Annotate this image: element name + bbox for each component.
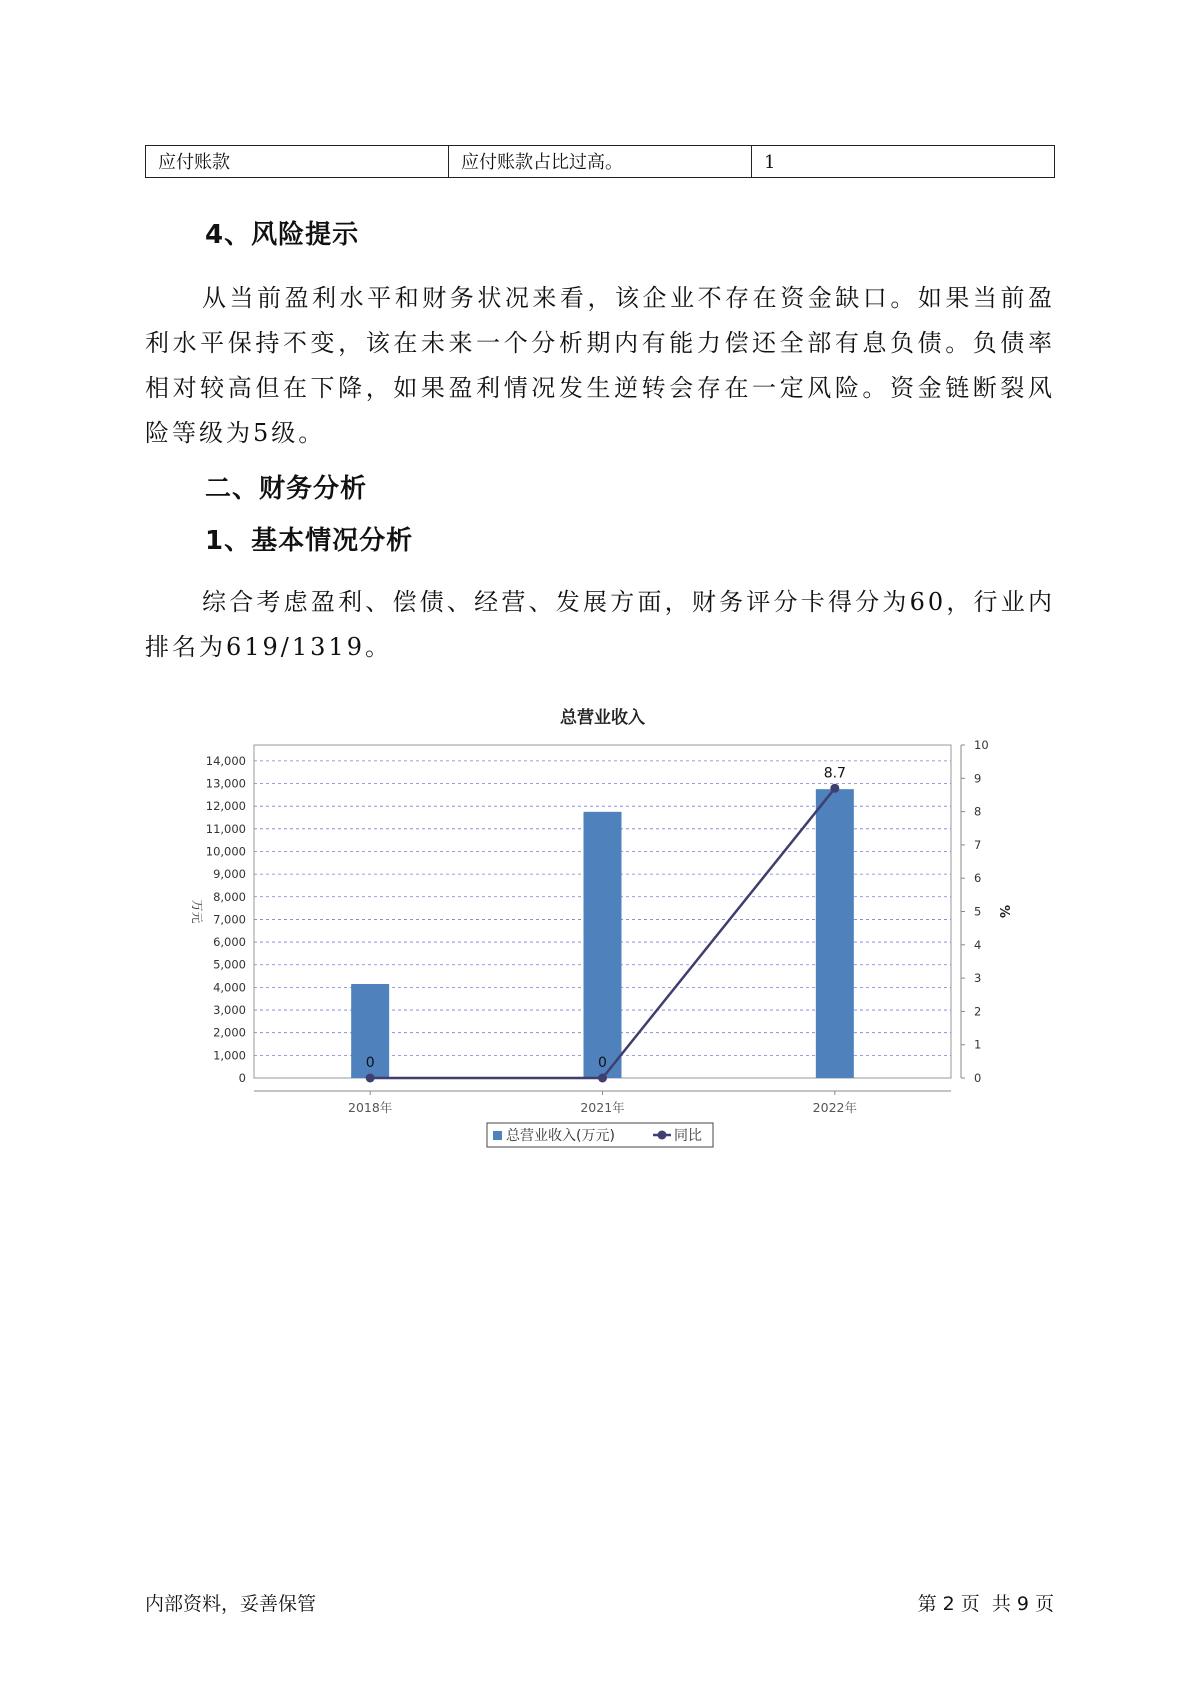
legend-bar-label: 总营业收入(万元) — [506, 1128, 615, 1144]
revenue-chart — [175, 695, 1015, 1155]
x-tick-label: 2022年 — [812, 1100, 857, 1115]
y-tick-label: 12,000 — [205, 799, 246, 814]
y-tick-label: 0 — [238, 1071, 246, 1085]
y-tick-label: 3,000 — [213, 1003, 246, 1018]
risk-heading: 4、风险提示 — [205, 220, 360, 250]
yoy-point — [830, 784, 839, 793]
y2-tick-label: 2 — [974, 1004, 982, 1019]
finance-heading: 二、财务分析 — [205, 474, 368, 504]
y-tick-label: 11,000 — [205, 821, 246, 836]
y2-tick-label: 5 — [974, 904, 982, 919]
y2-tick-label: 0 — [974, 1071, 982, 1085]
y2-tick-label: 9 — [974, 771, 982, 786]
y-tick-label: 10,000 — [205, 844, 246, 859]
y-axis-label: 万元 — [190, 899, 204, 924]
bar-2022年 — [816, 789, 854, 1078]
score-paragraph: 综合考虑盈利、偿债、经营、发展方面，财务评分卡得分为60，行业内排名为619/1319。 — [145, 588, 1055, 661]
yoy-point — [366, 1074, 375, 1083]
y-tick-label: 6,000 — [213, 935, 246, 950]
y-tick-label: 14,000 — [205, 753, 246, 768]
y2-tick-label: 6 — [974, 871, 982, 886]
y-tick-label: 8,000 — [213, 889, 246, 904]
yoy-data-label: 8.7 — [823, 765, 846, 782]
chart-title: 总营业收入 — [560, 708, 645, 728]
legend-line-marker — [658, 1131, 667, 1140]
y-tick-label: 4,000 — [213, 980, 246, 995]
y2-tick-label: 4 — [974, 937, 982, 952]
legend-bar-swatch — [493, 1131, 502, 1140]
legend-line-label: 同比 — [674, 1128, 702, 1144]
table-cell-description: 应付账款占比过高。 — [449, 146, 752, 177]
y2-tick-label: 7 — [974, 837, 982, 852]
y-tick-label: 7,000 — [213, 912, 246, 927]
footer-confidential: 内部资料，妥善保管 — [145, 1593, 317, 1615]
yoy-data-label: 0 — [365, 1055, 375, 1071]
table-cell-level: 1 — [764, 152, 776, 173]
y-tick-label: 13,000 — [205, 776, 246, 791]
table-cell-item: 应付账款 — [146, 146, 449, 177]
footer-page-number: 第 2 页 共 9 页 — [917, 1593, 1054, 1615]
y-tick-label: 2,000 — [213, 1025, 246, 1040]
y-tick-label: 1,000 — [213, 1048, 246, 1063]
y2-tick-label: 3 — [974, 971, 982, 986]
risk-paragraph: 从当前盈利水平和财务状况来看，该企业不存在资金缺口。如果当前盈利水平保持不变，该在未来一个分析期内有能力偿还全部有息负债。负债率相对较高但在下降，如果盈利情况发生逆转会存在一定风险。资金链断裂风险等级为5级。 — [145, 284, 1055, 447]
basic-analysis-heading: 1、基本情况分析 — [205, 526, 414, 556]
x-tick-label: 2021年 — [580, 1100, 625, 1115]
y-tick-label: 9,000 — [213, 867, 246, 882]
y2-tick-label: 10 — [974, 738, 989, 752]
y2-tick-label: 1 — [974, 1037, 982, 1052]
yoy-point — [598, 1074, 607, 1083]
y2-tick-label: 8 — [974, 804, 982, 819]
bar-2021年 — [584, 812, 622, 1078]
x-tick-label: 2018年 — [348, 1100, 393, 1115]
yoy-data-label: 0 — [598, 1055, 607, 1071]
y-tick-label: 5,000 — [213, 957, 246, 972]
y2-axis-label: % — [996, 904, 1011, 919]
data-table-row — [145, 145, 1055, 178]
